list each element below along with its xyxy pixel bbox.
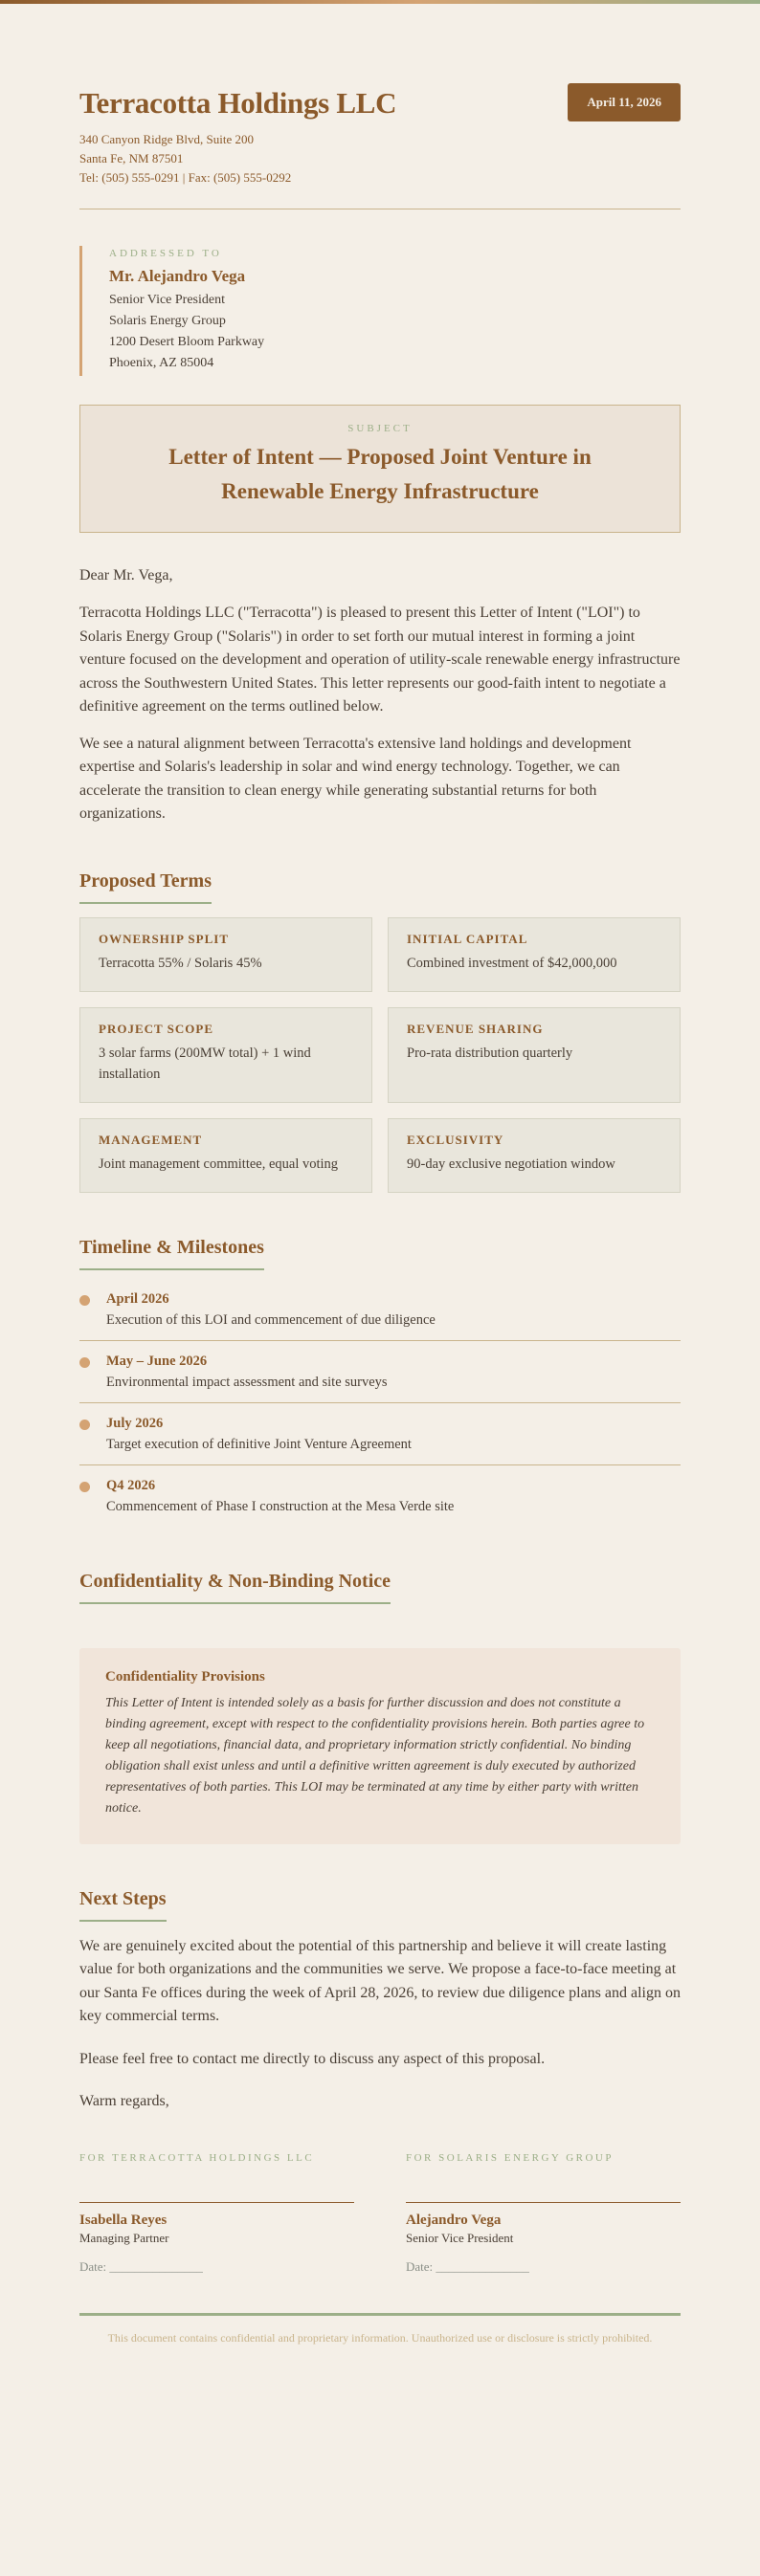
- signer-name: Isabella Reyes: [79, 2212, 168, 2228]
- next-steps-section: [79, 1888, 681, 2114]
- term-label: INITIAL CAPITAL: [407, 931, 528, 946]
- recipient-street: 1200 Desert Bloom Parkway: [109, 335, 265, 349]
- term-card-exclusivity: [388, 1118, 681, 1193]
- contact-paragraph: Please feel free to contact me directly to discuss any aspect of this proposal.: [79, 2050, 546, 2067]
- term-card-capital: [388, 917, 681, 992]
- section-title: Proposed Terms: [79, 870, 212, 904]
- term-label: MANAGEMENT: [99, 1132, 203, 1147]
- date-badge: April 11, 2026: [568, 83, 681, 121]
- alignment-paragraph: We see a natural alignment between Terracotta's extensive land holdings and development expertise and Solaris's leadership in solar and wind energy technology. Together, we can accelerate the transition to clean energy while generating substantial returns for both organizations.: [79, 735, 632, 822]
- timeline-dot-icon: [79, 1357, 90, 1368]
- timeline-item: [79, 1478, 681, 1527]
- term-label: PROJECT SCOPE: [99, 1021, 214, 1036]
- timeline-date: May – June 2026: [106, 1353, 208, 1369]
- recipient-label: ADDRESSED TO: [109, 248, 222, 259]
- recipient-name: Mr. Alejandro Vega: [109, 267, 246, 285]
- term-value: 90-day exclusive negotiation window: [407, 1156, 615, 1172]
- salutation: Dear Mr. Vega,: [79, 567, 173, 583]
- signature-for-label: FOR SOLARIS ENERGY GROUP: [406, 2151, 614, 2164]
- term-card-revenue: [388, 1007, 681, 1103]
- signature-block: [79, 2152, 681, 2275]
- term-card-management: [79, 1118, 372, 1193]
- term-label: OWNERSHIP SPLIT: [99, 931, 230, 946]
- footer-notice: This document contains confidential and proprietary information. Unauthorized use or disclosure is strictly prohibited.: [79, 2313, 681, 2346]
- confidentiality-section: [79, 1571, 681, 1844]
- timeline-dot-icon: [79, 1420, 90, 1430]
- signer-title: Senior Vice President: [406, 2230, 514, 2245]
- signature-for-label: FOR TERRACOTTA HOLDINGS LLC: [79, 2151, 315, 2164]
- signature-date: Date: _______________: [79, 2258, 203, 2274]
- timeline-dot-icon: [79, 1295, 90, 1306]
- letterhead: [79, 78, 681, 209]
- term-label: REVENUE SHARING: [407, 1021, 544, 1036]
- company-name: Terracotta Holdings LLC: [79, 86, 397, 120]
- timeline-date: April 2026: [106, 1290, 169, 1307]
- recipient-city: Phoenix, AZ 85004: [109, 356, 214, 370]
- term-value: 3 solar farms (200MW total) + 1 wind installation: [99, 1045, 311, 1082]
- timeline-dot-icon: [79, 1482, 90, 1492]
- address-line: 340 Canyon Ridge Blvd, Suite 200: [79, 132, 254, 146]
- terms-grid: [79, 917, 681, 1193]
- signature-date: Date: _______________: [406, 2258, 529, 2274]
- signature-terracotta: [79, 2152, 354, 2275]
- signature-line: [79, 2202, 354, 2203]
- next-steps-paragraph: We are genuinely excited about the potential of this partnership and believe it will create lasting value for both organizations and the communities we serve. We propose a face-to-face meeting at our Santa Fe offices during the week of April 28, 2026, to review due diligence plans and align on key commercial terms.: [79, 1937, 681, 2024]
- timeline-date: July 2026: [106, 1415, 164, 1431]
- confidentiality-text: This Letter of Intent is intended solely as a basis for further discussion and does not constitute a binding agreement, except with respect to the confidentiality provisions herein. Both parties agree to keep all negotiations, financial data, and proprietary information strictly confidential. No binding obligation shall exist unless and until a definitive written agreement is duly executed by authorized representatives of both parties. This LOI may be terminated at any time by either party with written notice.: [105, 1695, 645, 1816]
- timeline-item: [79, 1291, 681, 1341]
- signature-solaris: [406, 2152, 681, 2275]
- term-card-ownership: [79, 917, 372, 992]
- letter-page: [0, 4, 760, 2404]
- recipient-title: Senior Vice President: [109, 293, 225, 307]
- company-address: [79, 130, 396, 187]
- signer-title: Managing Partner: [79, 2230, 169, 2245]
- term-value: Combined investment of $42,000,000: [407, 955, 617, 971]
- term-value: Terracotta 55% / Solaris 45%: [99, 955, 262, 971]
- timeline-list: [79, 1291, 681, 1527]
- section-title: Timeline & Milestones: [79, 1237, 264, 1270]
- proposed-terms-section: [79, 870, 681, 1193]
- signer-name: Alejandro Vega: [406, 2212, 502, 2228]
- recipient-company: Solaris Energy Group: [109, 314, 226, 328]
- subject-title: Letter of Intent — Proposed Joint Venture in Renewable Energy Infrastructure: [168, 445, 592, 503]
- timeline-date: Q4 2026: [106, 1477, 156, 1493]
- subject-box: [79, 405, 681, 533]
- closing: Warm regards,: [79, 2093, 169, 2109]
- term-value: Joint management committee, equal voting: [99, 1156, 339, 1172]
- confidentiality-box: [79, 1648, 681, 1844]
- confidentiality-box-title: Confidentiality Provisions: [105, 1668, 265, 1684]
- address-line: Santa Fe, NM 87501: [79, 151, 184, 165]
- timeline-description: Execution of this LOI and commencement of due diligence: [106, 1311, 436, 1328]
- term-value: Pro-rata distribution quarterly: [407, 1045, 573, 1061]
- timeline-item: [79, 1354, 681, 1403]
- timeline-section: [79, 1237, 681, 1527]
- contact-line: Tel: (505) 555-0291 | Fax: (505) 555-0292: [79, 170, 292, 185]
- section-title: Next Steps: [79, 1888, 167, 1922]
- term-card-scope: [79, 1007, 372, 1103]
- signature-line: [406, 2202, 681, 2203]
- section-title: Confidentiality & Non-Binding Notice: [79, 1571, 391, 1604]
- recipient-block: [79, 246, 681, 376]
- subject-label: SUBJECT: [347, 423, 413, 434]
- term-label: EXCLUSIVITY: [407, 1132, 504, 1147]
- timeline-description: Commencement of Phase I construction at the Mesa Verde site: [106, 1498, 455, 1514]
- timeline-item: [79, 1416, 681, 1465]
- company-block: [79, 78, 396, 187]
- timeline-description: Environmental impact assessment and site surveys: [106, 1374, 388, 1390]
- timeline-description: Target execution of definitive Joint Venture Agreement: [106, 1436, 412, 1452]
- intro-paragraph: Terracotta Holdings LLC ("Terracotta") is pleased to present this Letter of Intent ("LOI") to Solaris Energy Group ("Solaris") in order to set forth our mutual interest in forming a joint venture focused on the development and operation of utility-scale renewable energy infrastructure across the Southwestern United States. This letter represents our good-faith intent to negotiate a definitive agreement on the terms outlined below.: [79, 605, 681, 715]
